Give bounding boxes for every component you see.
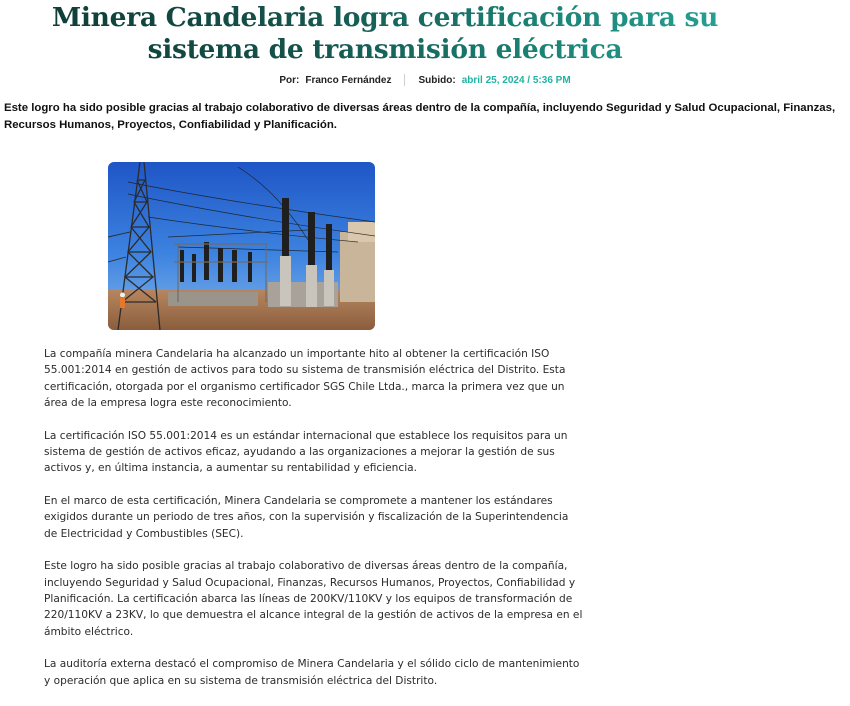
article-lead: Este logro ha sido posible gracias al trabajo colaborativo de diversas áreas dentro de la compañía, incluyendo Seguridad y Salud Ocupacional, Finanzas, Recursos Humanos, Proyectos, Confiabilidad y Planificación. <box>4 102 836 131</box>
byline-divider <box>404 74 405 86</box>
body-paragraph: La compañía minera Candelaria ha alcanzado un importante hito al obtener la certificación ISO 55.001:2014 en gestión de activos para todo su sistema de transmisión eléctrica del Distrito. Esta certificación, otorgada por el organismo certificador SGS Chile Ltda., marca la primera vez que un área de la empresa logra este reconocimiento. <box>44 348 566 409</box>
article-title: Minera Candelaria logra certificación para su sistema de transmisión eléctrica <box>0 2 770 66</box>
author-label: Por: <box>279 75 300 86</box>
publish-date: abril 25, 2024 / 5:36 PM <box>461 75 571 86</box>
article-byline <box>0 74 850 88</box>
body-paragraph: La certificación ISO 55.001:2014 es un estándar internacional que establece los requisitos para un sistema de gestión de activos eficaz, ayudando a las organizaciones a mejorar la gestión de sus activos y, en última instancia, a aumentar su rentabilidad y eficiencia. <box>44 429 568 475</box>
date-label: Subido: <box>418 75 456 86</box>
body-paragraph: La auditoría externa destacó el compromiso de Minera Candelaria y el sólido ciclo de mantenimiento y operación que aplica en su sistema de transmisión eléctrica del Distrito. <box>44 658 580 687</box>
article-photo <box>108 162 375 330</box>
body-paragraph: Este logro ha sido posible gracias al trabajo colaborativo de diversas áreas dentro de la compañía, incluyendo Seguridad y Salud Ocupacional, Finanzas, Recursos Humanos, Proyectos, Confiabilidad y Planificación. La certificación abarca las líneas de 200KV/110KV y los equipos de transformación de 220/110KV a 23KV, lo que demuestra el alcance integral de la gestión de activos de la empresa en el ámbito eléctrico. <box>44 560 583 638</box>
body-paragraph: En el marco de esta certificación, Minera Candelaria se compromete a mantener los estándares exigidos durante un periodo de tres años, con la supervisión y fiscalización de la Superintendencia de Electricidad y Combustibles (SEC). <box>44 495 569 540</box>
author-name[interactable]: Franco Fernández <box>305 75 392 86</box>
article-body <box>44 346 584 706</box>
